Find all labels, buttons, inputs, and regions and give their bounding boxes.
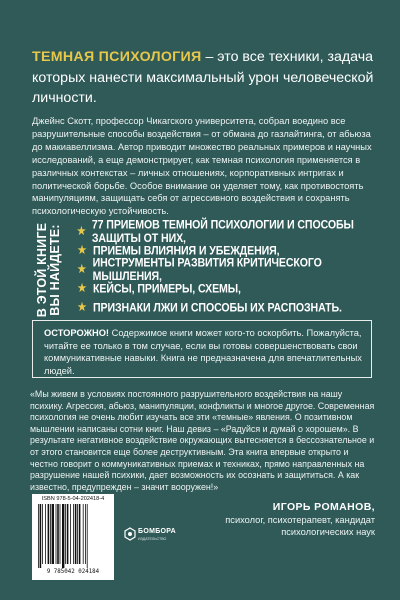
isbn-label: ISBN 978-5-04-202418-4 — [41, 496, 105, 502]
barcode-panel — [32, 494, 114, 580]
feature-item — [77, 297, 382, 318]
star-icon: ★ — [77, 301, 87, 314]
feature-item-label: ПРИЕМЫ ВЛИЯНИЯ И УБЕЖДЕНИЯ, — [93, 243, 280, 258]
feature-item-label: 77 ПРИЕМОВ ТЕМНОЙ ПСИХОЛОГИИ И СПОСОБЫ ЗАЩИТЫ ОТ НИХ, — [91, 218, 354, 245]
vertical-label-line-1: В ЭТОЙ КНИГЕ — [35, 222, 49, 317]
publisher-subtitle: ИЗДАТЕЛЬСТВО — [138, 537, 167, 541]
feature-item-label: ПРИЗНАКИ ЛЖИ И СПОСОБЫ ИХ РАСПОЗНАТЬ. — [93, 300, 342, 315]
star-icon: ★ — [77, 225, 86, 238]
barcode-digits: 9 785042 024184 — [46, 569, 100, 575]
star-icon: ★ — [77, 282, 87, 295]
feature-item-label: ИНСТРУМЕНТЫ РАЗВИТИЯ КРИТИЧЕСКОГО МЫШЛЕНИЯ, — [92, 256, 322, 283]
quote-author — [210, 501, 375, 539]
author-role: психолог, психотерапевт, кандидат психологических наук — [225, 515, 375, 537]
author-name: ИГОРЬ РОМАНОВ, — [272, 501, 375, 513]
intro-highlight: ТЕМНАЯ ПСИХОЛОГИЯ — [32, 49, 202, 65]
publisher-block — [124, 527, 194, 587]
in-book-vertical-label — [28, 222, 70, 317]
intro-text: – это все техники, задача которых нанести максимальный урон человеческой личности. — [32, 49, 374, 106]
publisher-name: БОМБОРА — [138, 528, 176, 535]
bombora-logo-icon — [124, 527, 136, 541]
description-paragraph: Джейнс Скотт, профессор Чикагского университета, собрал воедино все разрушительные способы воздействия – от обмана до газлайтинга, от абьюза до макиавеллизма. Автор приводит множество реальных примеров и научных исследований, а еще демонстрирует, как темная психология применяется в различных контекстах – личных отношениях, корпоративных интригах и политической борьбе. Особое внимание он уделяет тому, как противостоять манипуляциям, защищать себя от агрессивного воздействия и сохранять психологическую устойчивость. — [32, 116, 372, 217]
star-icon: ★ — [77, 263, 87, 276]
vertical-label-line-2: ВЫ НАЙДЕТЕ: — [48, 223, 62, 316]
star-icon: ★ — [77, 244, 87, 257]
intro-paragraph — [32, 47, 382, 109]
quote-paragraph: «Мы живем в условиях постоянного разрушительного воздействия на нашу психику. Агрессия, абьюз, манипуляции, конфликты и многое другое. Современная психология не очень любит изучать все эти «темные» явления. О позитивном мышлении написаны сотни книг. Наш девиз – «Радуйся и думай о хорошем». В результате негативное воздействие окружающих вытесняется в бессознательное и от этого становится еще более деструктивным. Эта книга впервые открыто и честно говорит о коммуникативных приемах и техниках, прямо направленных на разрушение нашей психики, дает возможность их осознать и защититься. А как известно, предупрежден – значит вооружен!» — [30, 389, 375, 492]
barcode-bars — [36, 504, 110, 568]
in-book-section — [30, 218, 380, 317]
warning-text: Содержимое книги может кого-то оскорбить. Пожалуйста, читайте ее только в том случае, если вы готовы совершенствовать свои коммуникативные навыки. Книга не предназначена для впечатлительных людей. — [44, 328, 362, 376]
warning-box — [32, 320, 372, 378]
feature-item-label: КЕЙСЫ, ПРИМЕРЫ, СХЕМЫ, — [93, 281, 241, 296]
warning-label: ОСТОРОЖНО! — [44, 328, 110, 338]
feature-list — [77, 218, 382, 317]
